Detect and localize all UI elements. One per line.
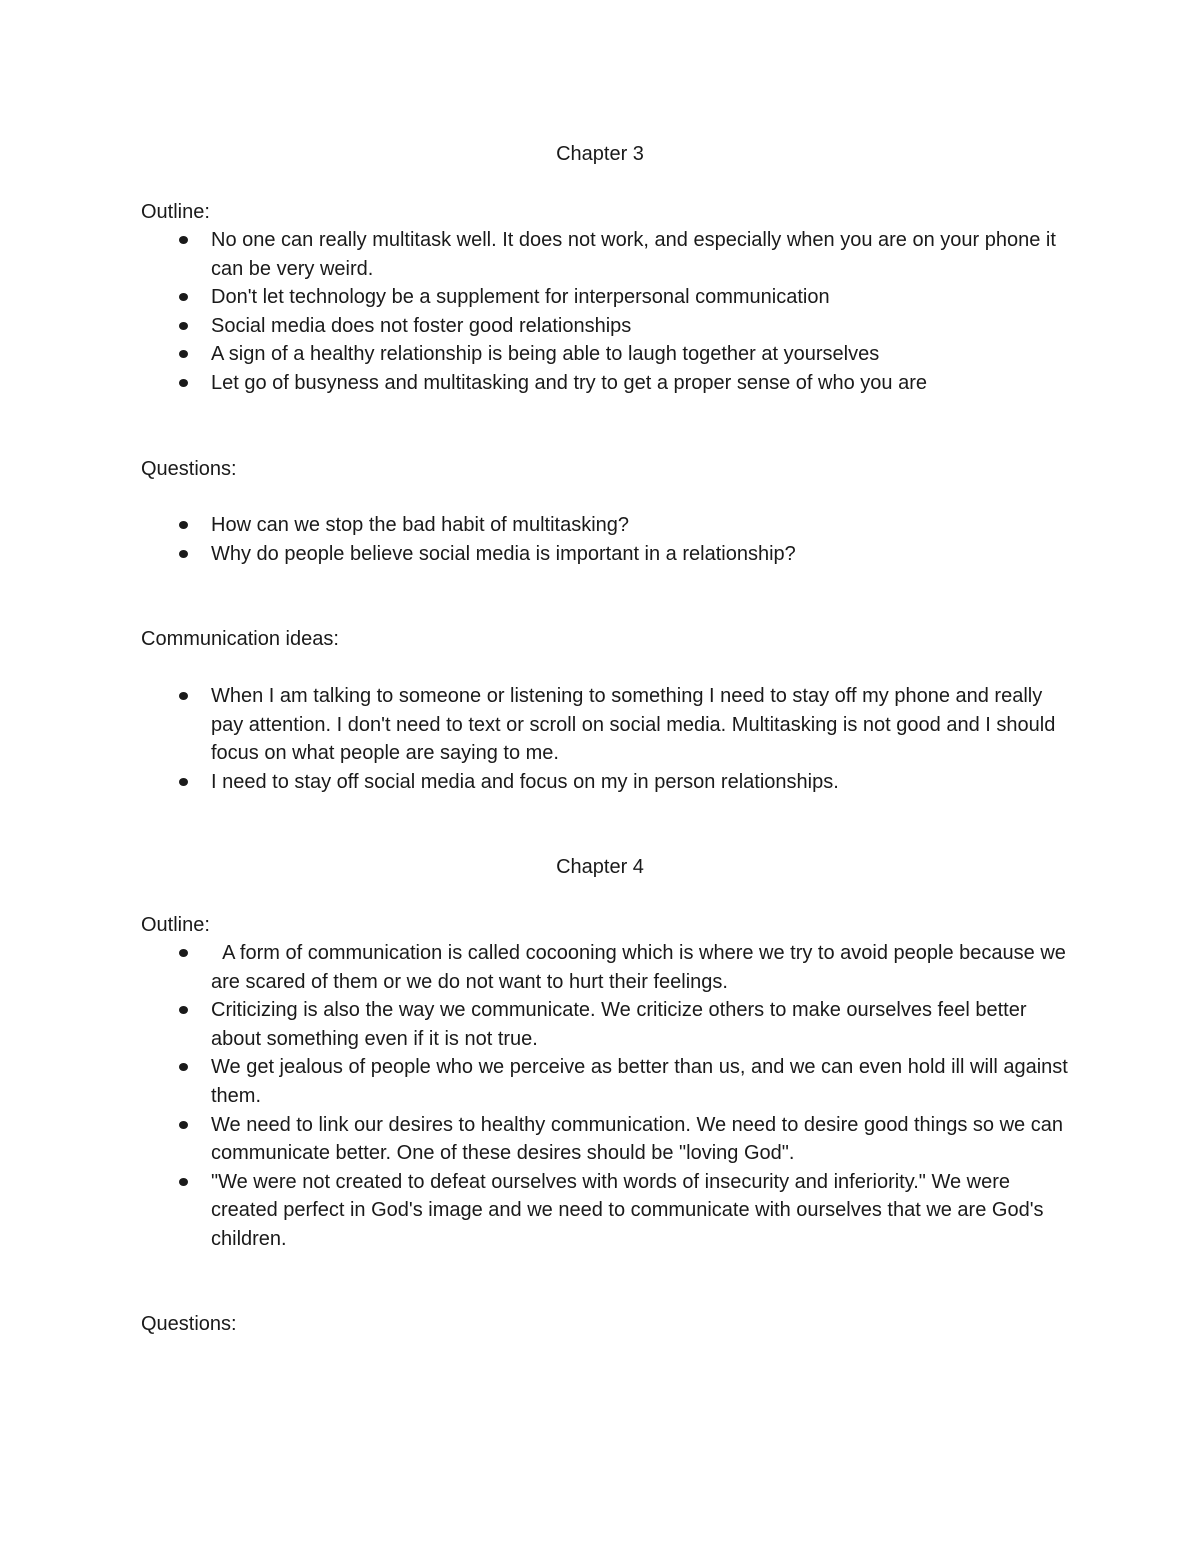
bullet-icon xyxy=(179,1121,188,1129)
list-item-text: No one can really multitask well. It does not work, and especially when you are on your phone it can be very weird. xyxy=(211,229,1056,280)
list-item xyxy=(141,226,1071,283)
bullet-icon xyxy=(179,1063,188,1071)
list-item-text: Don't let technology be a supplement for interpersonal communication xyxy=(211,286,830,309)
list-item-text: Why do people believe social media is important in a relationship? xyxy=(211,542,796,565)
list-item xyxy=(141,283,1071,312)
list-item xyxy=(141,340,1071,369)
bullet-icon xyxy=(179,1178,188,1186)
bullet-icon xyxy=(179,293,188,301)
list-item xyxy=(141,1111,1071,1168)
list-item-text: We get jealous of people who we perceive as better than us, and we can even hold ill will against them. xyxy=(211,1056,1068,1107)
list-item-text: I need to stay off social media and focus on my in person relationships. xyxy=(211,770,839,793)
list-item xyxy=(141,1053,1071,1110)
list-item xyxy=(141,1168,1071,1254)
chapter-3-title: Chapter 3 xyxy=(556,143,644,165)
list-item xyxy=(141,996,1071,1053)
chapter-3-outline-list xyxy=(141,226,1071,398)
chapter-4-title: Chapter 4 xyxy=(556,856,644,878)
bullet-icon xyxy=(179,778,188,786)
chapter-4-outline-label: Outline: xyxy=(141,914,210,936)
list-item xyxy=(141,511,1071,540)
list-item-text: "We were not created to defeat ourselves with words of insecurity and inferiority." We were created perfect in God's image and we need to communicate with ourselves that we are God's children. xyxy=(211,1170,1044,1250)
list-item-text: When I am talking to someone or listening to something I need to stay off my phone and really pay attention. I don't need to text or scroll on social media. Multitasking is not good and I should focus on what people are saying to me. xyxy=(211,685,1056,765)
list-item xyxy=(141,768,1071,797)
bullet-icon xyxy=(179,322,188,330)
bullet-icon xyxy=(179,550,188,558)
chapter-3-outline-label: Outline: xyxy=(141,201,210,223)
list-item-text: We need to link our desires to healthy communication. We need to desire good things so we can communicate better. One of these desires should be "loving God". xyxy=(211,1113,1063,1165)
chapter-3-ideas-list xyxy=(141,682,1071,796)
bullet-icon xyxy=(179,949,188,957)
bullet-icon xyxy=(179,350,188,358)
chapter-4-questions-label: Questions: xyxy=(141,1313,237,1335)
list-item-text: A sign of a healthy relationship is being able to laugh together at yourselves xyxy=(211,343,880,366)
list-item xyxy=(141,312,1071,341)
list-item-text: Let go of busyness and multitasking and try to get a proper sense of who you are xyxy=(211,371,927,394)
chapter-3-ideas-label: Communication ideas: xyxy=(141,628,339,650)
list-item xyxy=(141,369,1071,398)
chapter-3-questions-label: Questions: xyxy=(141,458,237,480)
list-item-text: Social media does not foster good relationships xyxy=(211,314,632,337)
list-item-text: How can we stop the bad habit of multitasking? xyxy=(211,514,630,536)
list-item xyxy=(141,939,1071,996)
bullet-icon xyxy=(179,379,188,387)
bullet-icon xyxy=(179,1006,188,1014)
chapter-3-questions-list xyxy=(141,511,1071,568)
bullet-icon xyxy=(179,692,188,700)
chapter-4-outline-list xyxy=(141,939,1071,1254)
list-item xyxy=(141,540,1071,569)
list-item-text: Criticizing is also the way we communicate. We criticize others to make ourselves feel better about something even if it is not true. xyxy=(211,999,1027,1050)
bullet-icon xyxy=(179,521,188,529)
list-item-text: A form of communication is called cocooning which is where we try to avoid people because we are scared of them or we do not want to hurt their feelings. xyxy=(211,942,1066,993)
list-item xyxy=(141,682,1071,768)
bullet-icon xyxy=(179,236,188,244)
